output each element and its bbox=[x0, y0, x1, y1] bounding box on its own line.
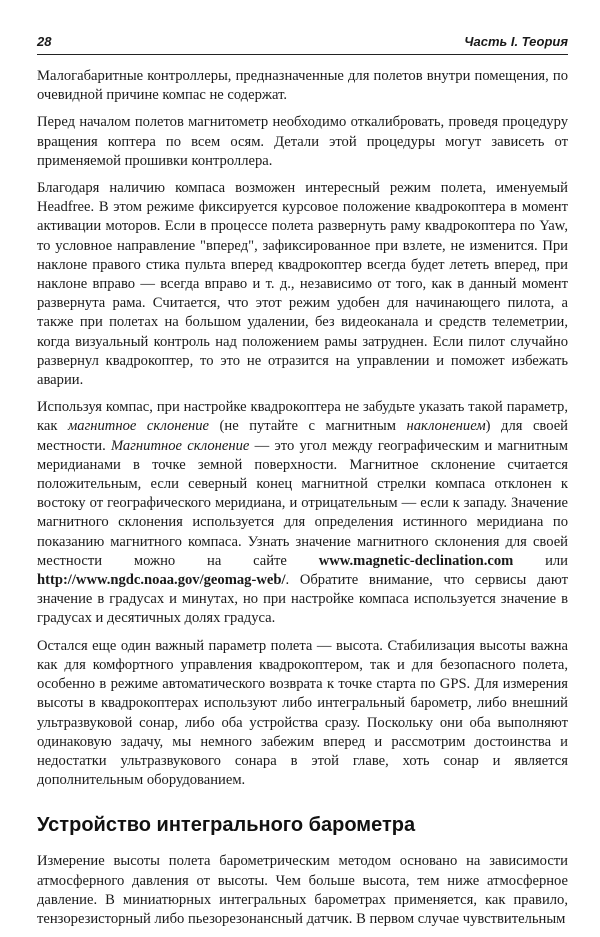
text-span: или bbox=[513, 552, 568, 569]
text-span: . Обратите внимание, что сервисы дают значение в градусах и минутах, но при настройке компаса используется значение в градусах и десятичных долях градуса. bbox=[37, 572, 568, 627]
paragraph-declination bbox=[37, 398, 568, 628]
url-magnetic-declination: www.magnetic-declination.com bbox=[318, 552, 514, 569]
page-body bbox=[37, 67, 568, 937]
paragraph-barometer: Измерение высоты полета барометрическим методом основано на зависимости атмосферного давления от высоты. Чем больше высота, тем ниже атмосферное давление. В миниатюрных интегральных барометрах применяется, как правило, тензорезисторный либо пьезорезонансный датчик. В первом случае чувствительным bbox=[37, 853, 568, 927]
term-magnetic-declination: магнитное склонение bbox=[67, 418, 210, 435]
text-span: Используя компас, при настройке квадрокоптера не забудьте указать такой параметр, как bbox=[37, 399, 568, 435]
term-inclination: наклонением bbox=[406, 418, 486, 435]
paragraph-compact-controllers: Малогабаритные контроллеры, предназначенные для полетов внутри помещения, по очевидной причине компас не содержат. bbox=[37, 68, 568, 104]
text-span: — это угол между географическим и магнитным меридианами в точке земной поверхности. Магнитное склонение считается положительным, если северный конец магнитной стрелки компаса отклонен к востоку от географического меридиана, и отрицательным — если к западу. Значение магнитного склонения используется для определения истинного меридиана по показанию магнитного компаса. Узнать значение магнитного склонения для своей местности можно на сайте bbox=[37, 437, 568, 569]
section-title: Часть I. Теория bbox=[464, 34, 568, 49]
paragraph-calibration: Перед началом полетов магнитометр необходимо откалибровать, проведя процедуру вращения коптера по всем осям. Детали этой процедуры могут зависеть от применяемой прошивки контроллера. bbox=[37, 114, 568, 169]
text-span: (не путайте с магнитным bbox=[209, 418, 407, 435]
paragraph-headfree: Благодаря наличию компаса возможен интересный режим полета, именуемый Headfree. В этом режиме фиксируется курсовое положение квадрокоптера в момент активации моторов. Если в процессе полета развернуть раму квадрокоптера по Yaw, то условное направление "вперед", зафиксированное при взлете, не изменится. При наклоне правого стика пульта вперед квадрокоптер всегда будет лететь вперед, при наклоне вправо — всегда вправо и т. д., независимо от того, как в данный момент развернута рама. Считается, что этот режим удобен для начинающего пилота, а также при полетах на большом удалении, без видеоканала и средств телеметрии, когда визуальный контроль над положением рамы затруднен. Если пилот случайно развернул квадрокоптер, то это не отразится на управлении и поможет избежать аварии. bbox=[37, 180, 568, 389]
page-number: 28 bbox=[37, 34, 52, 49]
section-heading: Устройство интегрального барометра bbox=[37, 814, 416, 837]
text-span: ) для своей местности. bbox=[37, 418, 568, 454]
paragraph-altitude: Остался еще один важный параметр полета — высота. Стабилизация высоты важна как для комфортного управления квадрокоптером, так и для безопасного полета, особенно в режиме автоматического возврата к точке старта по GPS. Для измерения высоты в квадрокоптерах используют либо интегральный барометр, либо внешний ультразвуковой сонар, либо оба устройства сразу. Поскольку они оба выполняют одинаковую задачу, мы немного забежим вперед и рассмотрим достоинства и недостатки ультразвукового сонара в этой главе, хоть сонар и является дополнительным оборудованием. bbox=[37, 637, 568, 789]
running-header bbox=[37, 34, 568, 55]
term-magnetic-declination-def: Магнитное склонение bbox=[110, 437, 250, 454]
url-ngdc: http://www.ngdc.noaa.gov/geomag-web/ bbox=[37, 572, 286, 589]
